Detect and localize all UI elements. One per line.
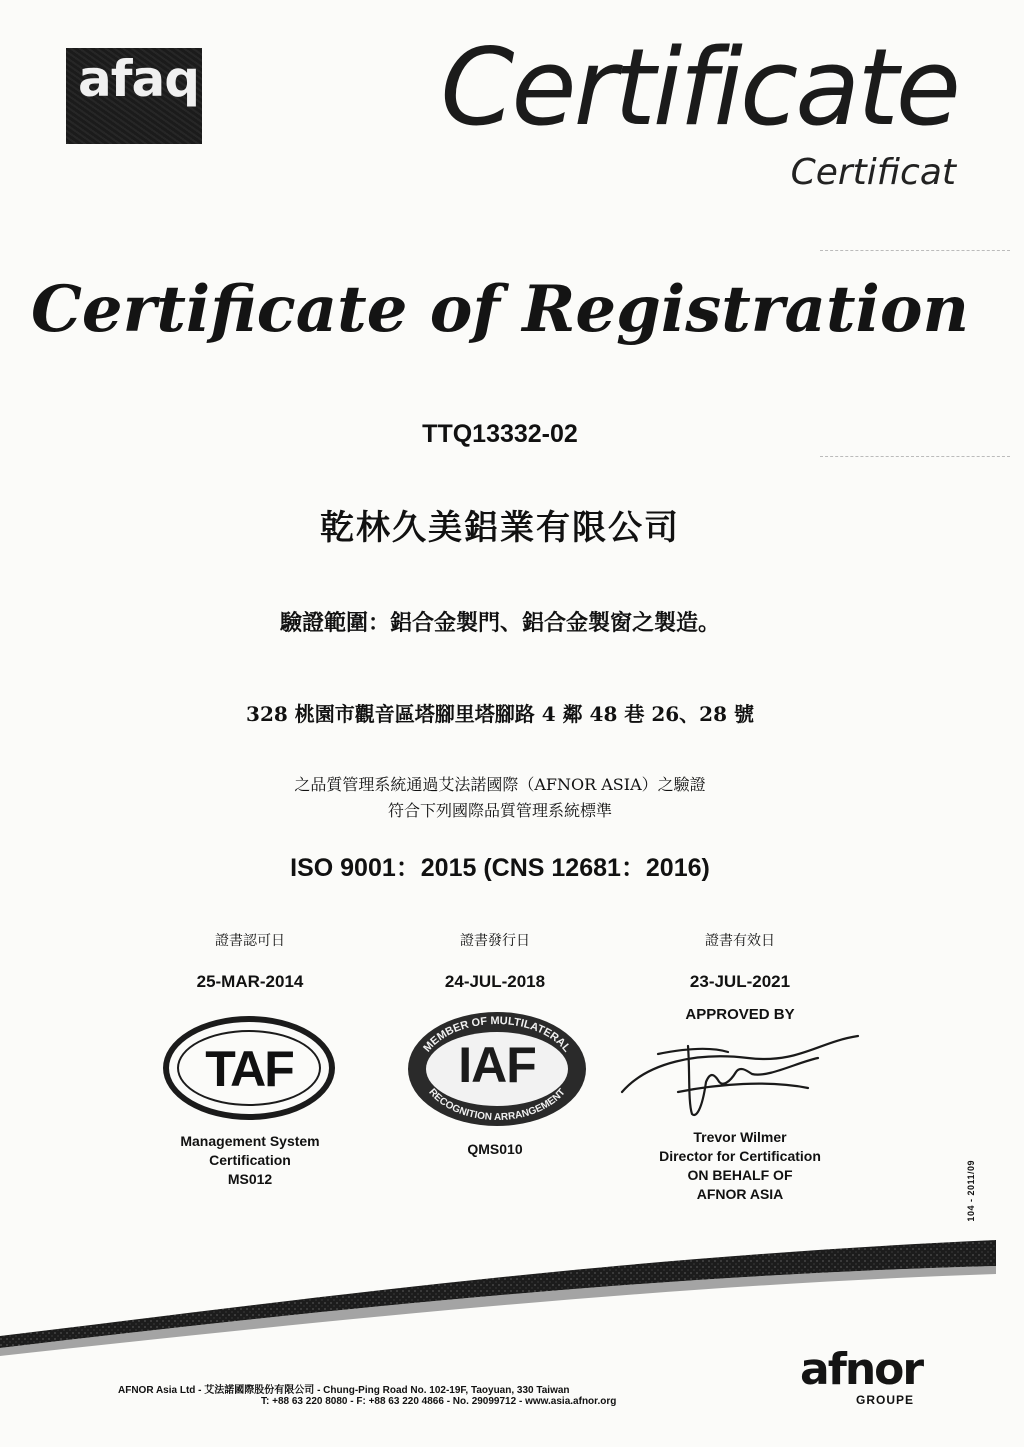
certification-scope: 驗證範圍：鋁合金製門、鋁合金製窗之製造。 <box>279 610 720 636</box>
date-block-issued <box>365 930 625 992</box>
taf-caption-line2: Certification <box>209 1152 291 1168</box>
company-name: 乾林久美鋁業有限公司 <box>320 508 680 548</box>
footer-contact: T: +88 63 220 8080 - F: +88 63 220 4866 - No. 29099712 - www.asia.afnor.org <box>261 1396 617 1407</box>
iaf-logo-text: IAF <box>458 1037 536 1093</box>
signer-name: Trevor Wilmer <box>693 1129 787 1145</box>
afaq-logo-text: afaq <box>78 50 200 108</box>
footer-address: AFNOR Asia Ltd - 艾法諾國際股份有限公司 - Chung-Ping Road No. 102-19F, Taoyuan, 330 Taiwan <box>118 1385 570 1396</box>
taf-logo-text: TAF <box>205 1041 293 1097</box>
certificate-subtitle: Certificat <box>790 152 956 193</box>
signer-organization: AFNOR ASIA <box>696 1186 784 1202</box>
decorative-band <box>0 1230 1024 1360</box>
date-value: 23-JUL-2021 <box>689 972 791 991</box>
taf-caption-line3: MS012 <box>227 1171 273 1187</box>
statement-line-2: 符合下列國際品質管理系統標準 <box>387 801 612 820</box>
date-label: 證書有效日 <box>705 933 775 949</box>
certificate-number: TTQ13332-02 <box>422 420 578 448</box>
date-value: 24-JUL-2018 <box>444 972 546 991</box>
date-block-valid <box>610 930 870 992</box>
form-code: 104 - 2011/09 <box>966 1160 976 1222</box>
iso-standard: ISO 9001：2015 (CNS 12681：2016) <box>290 854 710 882</box>
date-label: 證書發行日 <box>460 933 530 949</box>
signature-stroke <box>622 1036 858 1115</box>
iaf-caption <box>420 1140 570 1159</box>
afaq-logo <box>66 48 202 144</box>
taf-caption-line1: Management System <box>180 1133 320 1149</box>
certificate-title: Certificate <box>440 26 958 149</box>
divider-line <box>820 250 1010 251</box>
taf-caption <box>160 1132 340 1189</box>
signature-image <box>618 1022 868 1122</box>
divider-line <box>820 456 1010 457</box>
company-address: 328 桃園市觀音區塔腳里塔腳路 4 鄰 48 巷 26、28 號 <box>246 702 754 726</box>
iaf-ring-top-text: MEMBER OF MULTILATERAL <box>421 1014 573 1055</box>
date-value: 25-MAR-2014 <box>196 972 304 991</box>
approved-by-label: APPROVED BY <box>685 1006 795 1023</box>
signer-title: Director for Certification <box>659 1148 821 1164</box>
taf-logo <box>163 1016 335 1120</box>
on-behalf-of: ON BEHALF OF <box>687 1167 793 1183</box>
iaf-logo <box>408 1012 586 1126</box>
statement-line-1: 之品質管理系統通過艾法諾國際（AFNOR ASIA）之驗證 <box>294 775 706 794</box>
afnor-logo-subtitle: GROUPE <box>856 1393 915 1407</box>
registration-heading: Certificate of Registration <box>30 272 970 347</box>
iaf-code: QMS010 <box>467 1141 523 1157</box>
iaf-ring-bottom-text: RECOGNITION ARRANGEMENT <box>426 1086 568 1124</box>
date-block-approved <box>120 930 380 992</box>
afnor-logo: afnor <box>800 1344 923 1395</box>
signer-block <box>640 1128 840 1204</box>
date-label: 證書認可日 <box>215 933 285 949</box>
